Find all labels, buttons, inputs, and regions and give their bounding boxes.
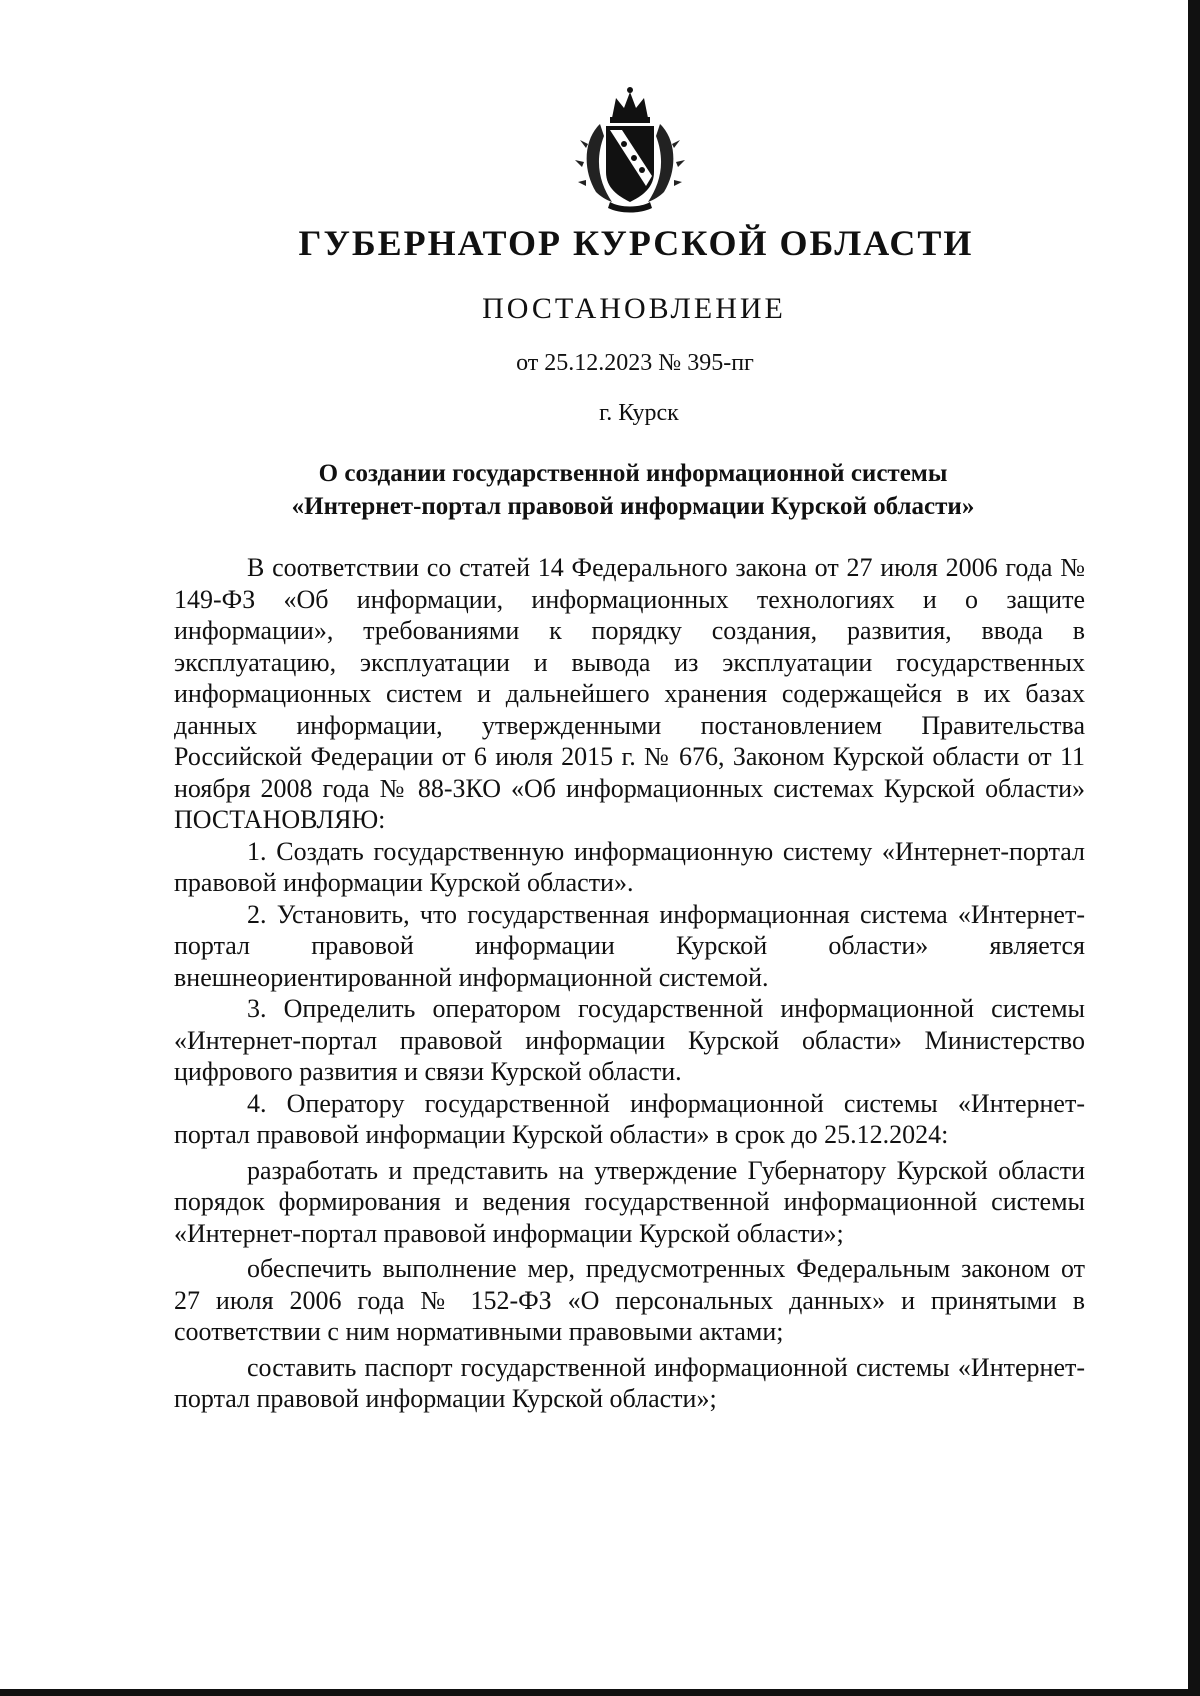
paragraph-item-1: 1. Создать государственную информационную систему «Интернет-портал правовой информации Курской области». bbox=[174, 836, 1085, 897]
paragraph-item-2: 2. Установить, что государственная информационная система «Интернет-портал правовой информации Курской области» является внешнеориентированной информационной системой. bbox=[174, 899, 1085, 992]
kursk-coat-of-arms-icon bbox=[570, 84, 690, 214]
document-body bbox=[174, 552, 1085, 1415]
document-subject bbox=[0, 457, 1200, 523]
document-type: ПОСТАНОВЛЕНИЕ bbox=[482, 292, 786, 325]
document-date-number: от 25.12.2023 № 395-пг bbox=[516, 350, 754, 376]
paragraph-subitem-develop: разработать и представить на утверждение Губернатору Курской области порядок формирования и ведения государственной информационной системы «Интернет-портал правовой информации Курской области»; bbox=[174, 1155, 1085, 1248]
subject-line-2: «Интернет-портал правовой информации Курской области» bbox=[291, 493, 975, 520]
paragraph-item-4: 4. Оператору государственной информационной системы «Интернет-портал правовой информации Курской области» в срок до 25.12.2024: bbox=[174, 1088, 1085, 1149]
paragraph-subitem-passport: составить паспорт государственной информационной системы «Интернет-портал правовой информации Курской области»; bbox=[174, 1352, 1085, 1413]
paragraph-preamble: В соответствии со статей 14 Федерального закона от 27 июля 2006 года № 149-ФЗ «Об информации, информационных технологиях и о защите информации», требованиями к порядку создания, развития, ввода в эксплуатацию, эксплуатации и вывода из эксплуатации государственных информационных систем и дальнейшего хранения содержащейся в их базах данных информации, утвержденными постановлением Правительства Российской Федерации от 6 июля 2015 г. № 676, Законом Курской области от 11 ноября 2008 года № 88-ЗКО «Об информационных системах Курской области» ПОСТАНОВЛЯЮ: bbox=[174, 553, 1085, 834]
org-title: ГУБЕРНАТОР КУРСКОЙ ОБЛАСТИ bbox=[298, 223, 974, 263]
paragraph-item-3: 3. Определить оператором государственной информационной системы «Интернет-портал правовой информации Курской области» Министерство цифрового развития и связи Курской области. bbox=[174, 994, 1085, 1086]
scan-border-bottom bbox=[0, 1689, 1200, 1696]
document-city: г. Курск bbox=[599, 400, 679, 426]
paragraph-subitem-ensure: обеспечить выполнение мер, предусмотренных Федеральным законом от 27 июля 2006 года № 152-ФЗ «О персональных данных» и принятыми в соответствии с ним нормативными правовыми актами; bbox=[174, 1254, 1085, 1346]
subject-line-1: О создании государственной информационной системы bbox=[318, 460, 948, 487]
